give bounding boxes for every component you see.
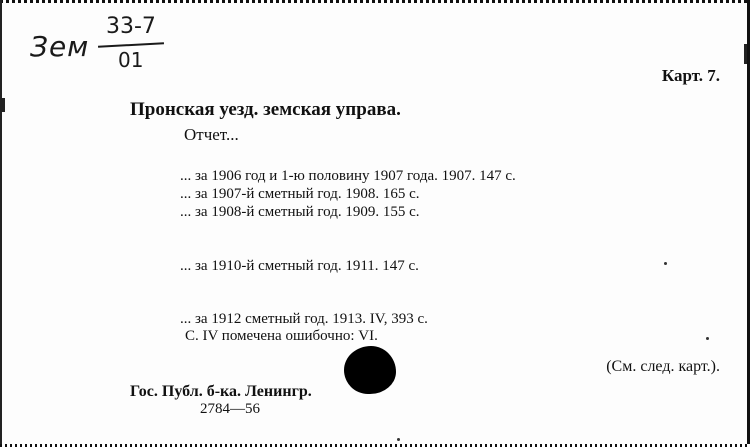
report-entry-1908: ... за 1908-й сметный год. 1909. 155 с.	[180, 204, 420, 220]
scan-speck	[706, 337, 709, 340]
scan-mark-left	[2, 98, 5, 112]
report-entry-1907: ... за 1907-й сметный год. 1908. 165 с.	[180, 186, 420, 202]
inventory-number: 2784—56	[200, 401, 260, 417]
scan-edge-left	[0, 0, 2, 447]
shelfmark-fraction-line	[98, 42, 164, 47]
card-title: Пронская уезд. земская управа.	[130, 99, 401, 120]
pagination-note: С. IV помечена ошибочно: VI.	[185, 328, 378, 344]
shelfmark-denominator: 01	[118, 48, 144, 72]
library-name: Гос. Публ. б-ка. Ленингр.	[130, 383, 312, 400]
report-entry-1906: ... за 1906 год и 1-ю половину 1907 года. 1907. 147 с.	[180, 168, 516, 184]
card-subtitle: Отчет...	[184, 125, 239, 144]
shelfmark-prefix: Зем	[30, 30, 90, 63]
card-number: Карт. 7.	[661, 66, 720, 85]
report-entry-1910: ... за 1910-й сметный год. 1911. 147 с.	[180, 258, 419, 274]
scan-edge-top	[0, 0, 750, 3]
scan-mark-right	[744, 44, 747, 64]
report-entry-1912: ... за 1912 сметный год. 1913. IV, 393 с.	[180, 311, 428, 327]
shelfmark-numerator: 33-7	[106, 14, 156, 39]
ink-stamp-icon	[344, 346, 396, 394]
continued-note: (См. след. карт.).	[606, 358, 720, 375]
scan-speck	[397, 438, 400, 441]
scan-speck	[664, 262, 667, 265]
